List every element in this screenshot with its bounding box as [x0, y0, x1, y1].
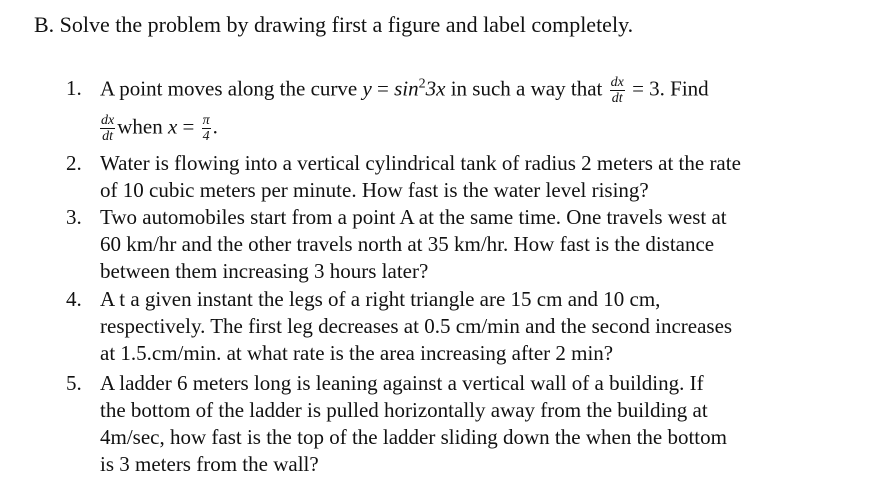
problem-1-text-a: A point moves along the curve — [100, 76, 363, 101]
fraction-denominator: dt — [611, 91, 623, 106]
problem-5-line-3: 4m/sec, how fast is the top of the ladder sliding down the when the bottom — [100, 425, 727, 449]
problem-number-1: 1. — [66, 76, 82, 100]
problem-4-line-3: at 1.5.cm/min. at what rate is the area increasing after 2 min? — [100, 341, 614, 365]
fraction-pi-over-4 — [202, 113, 211, 144]
problem-1-var-x: x — [167, 114, 178, 139]
problem-1-eq-2: = — [177, 114, 200, 139]
problem-2-line-1: Water is flowing into a vertical cylindrical tank of radius 2 meters at the rate — [100, 151, 741, 175]
problem-1-exponent: 2 — [418, 76, 426, 92]
problem-number-4: 4. — [66, 287, 82, 311]
fraction-denominator: 4 — [202, 129, 210, 144]
problem-number-3: 3. — [66, 205, 82, 229]
fraction-dx-dt-1 — [610, 75, 625, 106]
problem-4-line-2: respectively. The first leg decreases at 0.5 cm/min and the second increases — [100, 314, 733, 338]
problem-3-line-2: 60 km/hr and the other travels north at 35 km/hr. How fast is the distance — [100, 232, 715, 256]
problem-1-when: when — [117, 114, 168, 139]
problem-1-line-1 — [100, 75, 709, 106]
problem-4-line-1: A t a given instant the legs of a right triangle are 15 cm and 10 cm, — [100, 287, 661, 311]
fraction-numerator: π — [202, 113, 210, 128]
problem-2-line-2: of 10 cubic meters per minute. How fast is the water level rising? — [100, 178, 649, 202]
problem-1-var-y: y — [362, 76, 372, 101]
problem-5-line-2: the bottom of the ladder is pulled horizontally away from the building at — [100, 398, 708, 422]
fraction-numerator: dx — [101, 113, 115, 128]
problem-3-line-1: Two automobiles start from a point A at the same time. One travels west at — [100, 205, 727, 229]
problem-1-arg: 3x — [425, 76, 446, 101]
problem-1-period: . — [212, 114, 218, 139]
problem-3-line-3: between them increasing 3 hours later? — [100, 259, 429, 283]
problem-1-func: sin — [394, 76, 419, 101]
problem-5-line-4: is 3 meters from the wall? — [100, 452, 319, 476]
fraction-numerator: dx — [610, 75, 624, 90]
problem-1-text-c: = 3. Find — [626, 76, 709, 101]
problem-1-eq: = — [371, 76, 395, 101]
problem-1-line-2 — [100, 113, 218, 144]
fraction-denominator: dt — [102, 129, 114, 144]
problem-1-text-b: in such a way that — [445, 76, 608, 101]
problem-number-5: 5. — [66, 371, 82, 395]
section-heading: B. Solve the problem by drawing first a figure and label completely. — [34, 12, 634, 37]
fraction-dx-dt-2 — [100, 113, 115, 144]
problem-5-line-1: A ladder 6 meters long is leaning against a vertical wall of a building. If — [100, 371, 704, 395]
problem-number-2: 2. — [66, 151, 82, 175]
